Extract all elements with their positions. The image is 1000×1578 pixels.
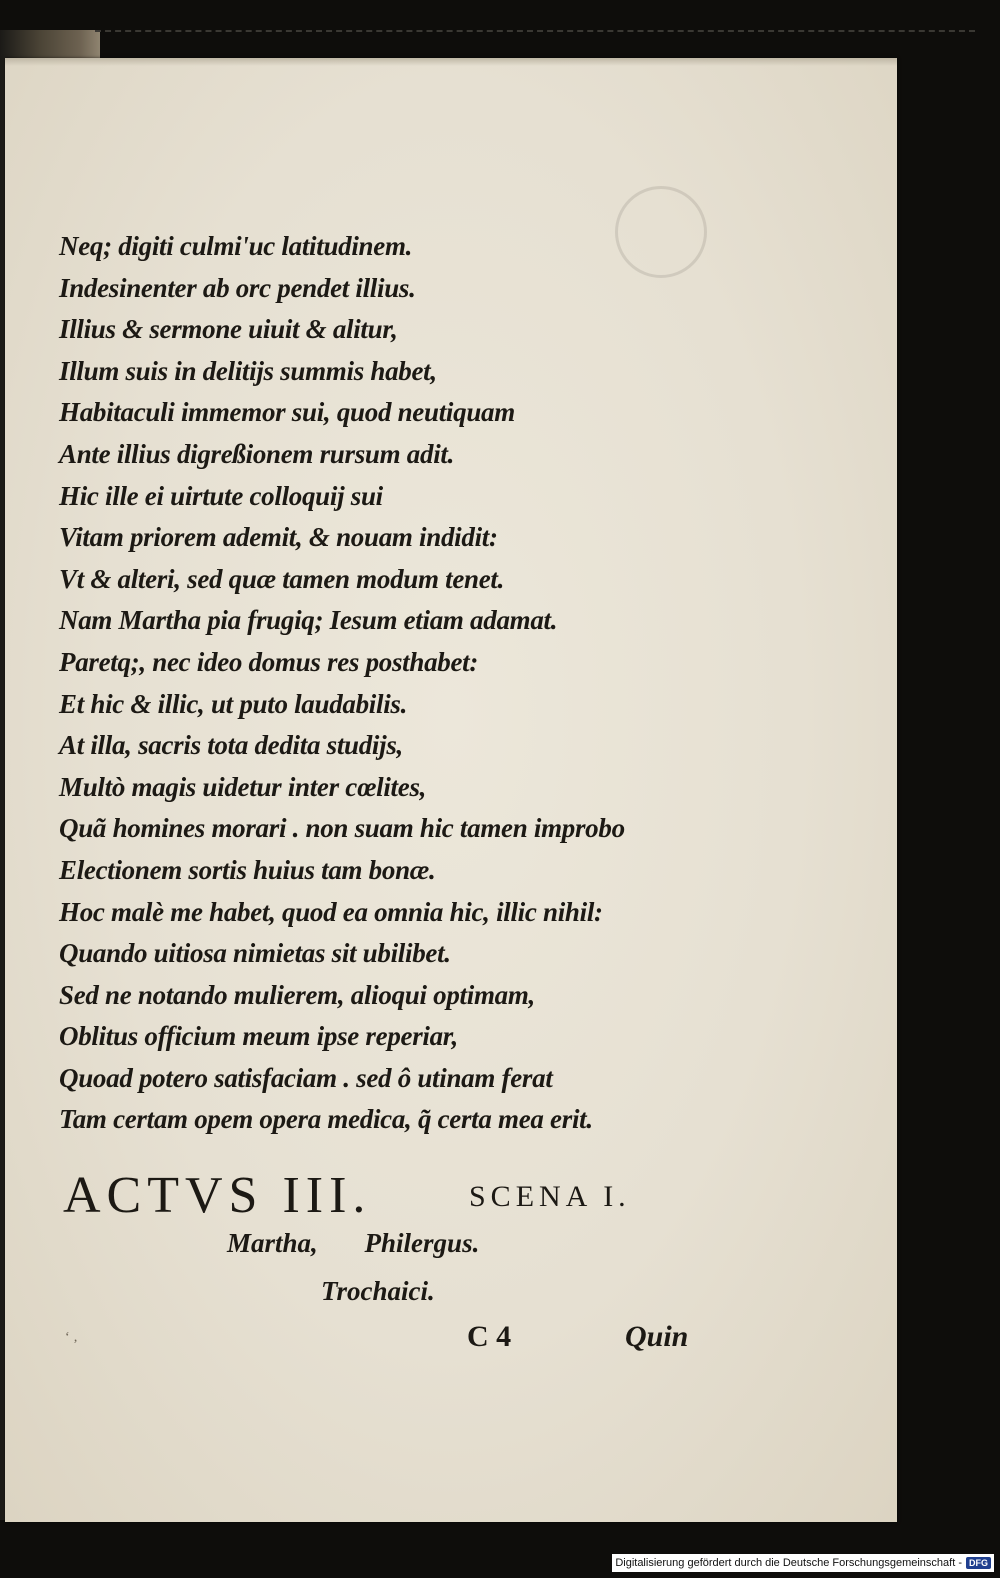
- verse-line: Vitam priorem ademit, & nouam indidit:: [59, 522, 498, 553]
- verse-line: Hic ille ei uirtute colloquij sui: [59, 480, 383, 511]
- verse-line: Multò magis uidetur inter cœlites,: [59, 771, 427, 802]
- footer-text: Digitalisierung gefördert durch die Deutsche Forschungsgemeinschaft -: [615, 1557, 962, 1569]
- verse-line: Neq; digiti culmi'uc latitudinem.: [59, 231, 413, 261]
- verse-line: Tam certam opem opera medica, q̃ certa mea erit.: [59, 1104, 593, 1135]
- act-title: ACTVS III.: [63, 1167, 372, 1224]
- verse-block: [59, 226, 719, 1141]
- character-name: Philergus.: [364, 1228, 480, 1258]
- verse-line: Quando uitiosa nimietas sit ubilibet.: [59, 938, 451, 969]
- verse-line: Oblitus officium meum ipse reperiar,: [59, 1021, 458, 1052]
- verse-line: Habitaculi immemor sui, quod neutiquam: [59, 397, 515, 428]
- signature-mark: C 4: [467, 1320, 512, 1353]
- verse-line: At illa, sacris tota dedita studijs,: [59, 730, 403, 761]
- verse-line: Quã homines morari . non suam hic tamen improbo: [59, 813, 625, 844]
- ink-mark: ‘ ‚: [65, 1330, 78, 1345]
- verse-line: Electionem sortis huius tam bonæ.: [59, 854, 436, 885]
- digitization-footer: [612, 1554, 994, 1572]
- catchword: Quin: [625, 1320, 689, 1353]
- meter-label: Trochaici.: [321, 1276, 435, 1306]
- act-heading: [63, 1166, 703, 1226]
- verse-line: Et hic & illic, ut puto laudabilis.: [59, 688, 408, 719]
- verse-line: Illum suis in delitijs summis habet,: [59, 355, 437, 386]
- verse-line: Indesinenter ab orc pendet illius.: [59, 272, 416, 303]
- verse-line: Vt & alteri, sed quæ tamen modum tenet.: [59, 563, 505, 594]
- verse-line: Sed ne notando mulierem, alioqui optimam,: [59, 979, 536, 1010]
- book-page: [5, 58, 897, 1522]
- verse-line: Illius & sermone uiuit & alitur,: [59, 314, 398, 345]
- character-name: Martha,: [227, 1228, 318, 1258]
- verse-line: Ante illius digreßionem rursum adit.: [59, 438, 455, 469]
- dfg-logo-icon: DFG: [966, 1557, 991, 1569]
- dramatis-personae: [227, 1228, 627, 1259]
- scene-title: SCENA I.: [469, 1180, 631, 1213]
- scan-border-line: [95, 30, 975, 32]
- verse-line: Paretq;, nec ideo domus res posthabet:: [59, 646, 479, 677]
- verse-line: Nam Martha pia frugiq; Iesum etiam adamat.: [59, 605, 558, 636]
- verse-line: Quoad potero satisfaciam . sed ô utinam ferat: [59, 1062, 553, 1093]
- verse-line: Hoc malè me habet, quod ea omnia hic, illic nihil:: [59, 896, 603, 927]
